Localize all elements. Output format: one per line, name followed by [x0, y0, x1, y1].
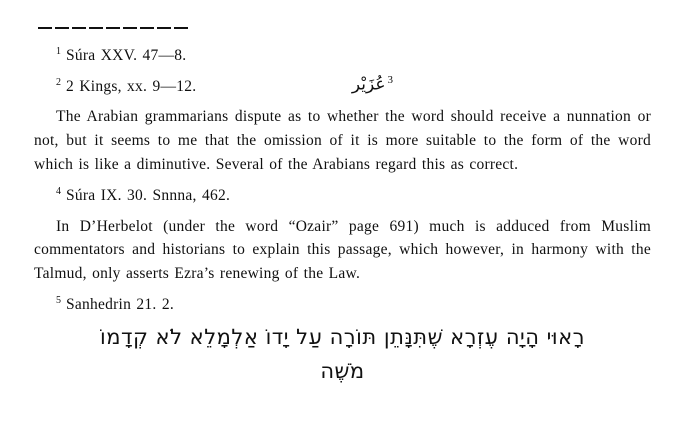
footnote-marker: 1 — [56, 46, 61, 57]
footnote-2 — [34, 75, 651, 99]
footnote-paragraph-text: The Arabian grammarians dispute as to whether the word should receive a nunnation or not, but it seems to me that the omission of it is more suitable to the form of the word which is like a diminutive. Several of the Arabians regard this as correct. — [34, 108, 651, 173]
footnote-text: 2 Kings, xx. 9—12. — [66, 77, 197, 95]
section-divider-rule — [38, 27, 188, 31]
footnote-marker: 2 — [56, 76, 61, 88]
hebrew-line-2: מֹשֶׁה — [320, 358, 365, 383]
footnotes-container — [0, 44, 685, 324]
footnote-text: Súra IX. 30. Snnna, 462. — [66, 187, 231, 205]
arabic-text: عُزَيْر — [351, 74, 386, 95]
footnote-marker: 4 — [56, 186, 61, 198]
footnote-1 — [34, 44, 651, 68]
footnote-4 — [34, 184, 651, 208]
footnote-marker: 5 — [56, 295, 61, 307]
arabic-word-uzair — [352, 72, 393, 98]
hebrew-quotation — [0, 322, 685, 387]
divider-line — [38, 27, 188, 29]
arabic-footnote-marker: 3 — [387, 73, 393, 86]
footnote-text: Sanhedrin 21. 2. — [66, 296, 174, 314]
footnote-text: Súra XXV. 47—8. — [66, 47, 187, 65]
hebrew-line-1: רָאוּי הָיָה עֶזְרָא שֶׁתִּנָּתֵן תּוֹרָה עַל יָדוֹ אַלְמָלֵא לֹא קְדָמוֹ — [100, 325, 585, 349]
footnote-3-paragraph — [34, 105, 651, 176]
footnote-5-paragraph — [34, 215, 651, 286]
footnote-5 — [34, 293, 651, 317]
footnote-paragraph-text: In D’Herbelot (under the word “Ozair” page 691) much is adduced from Muslim commentators and historians to explain this passage, which however, in harmony with the Talmud, only asserts Ezra’s renewing of the Law. — [34, 217, 651, 282]
